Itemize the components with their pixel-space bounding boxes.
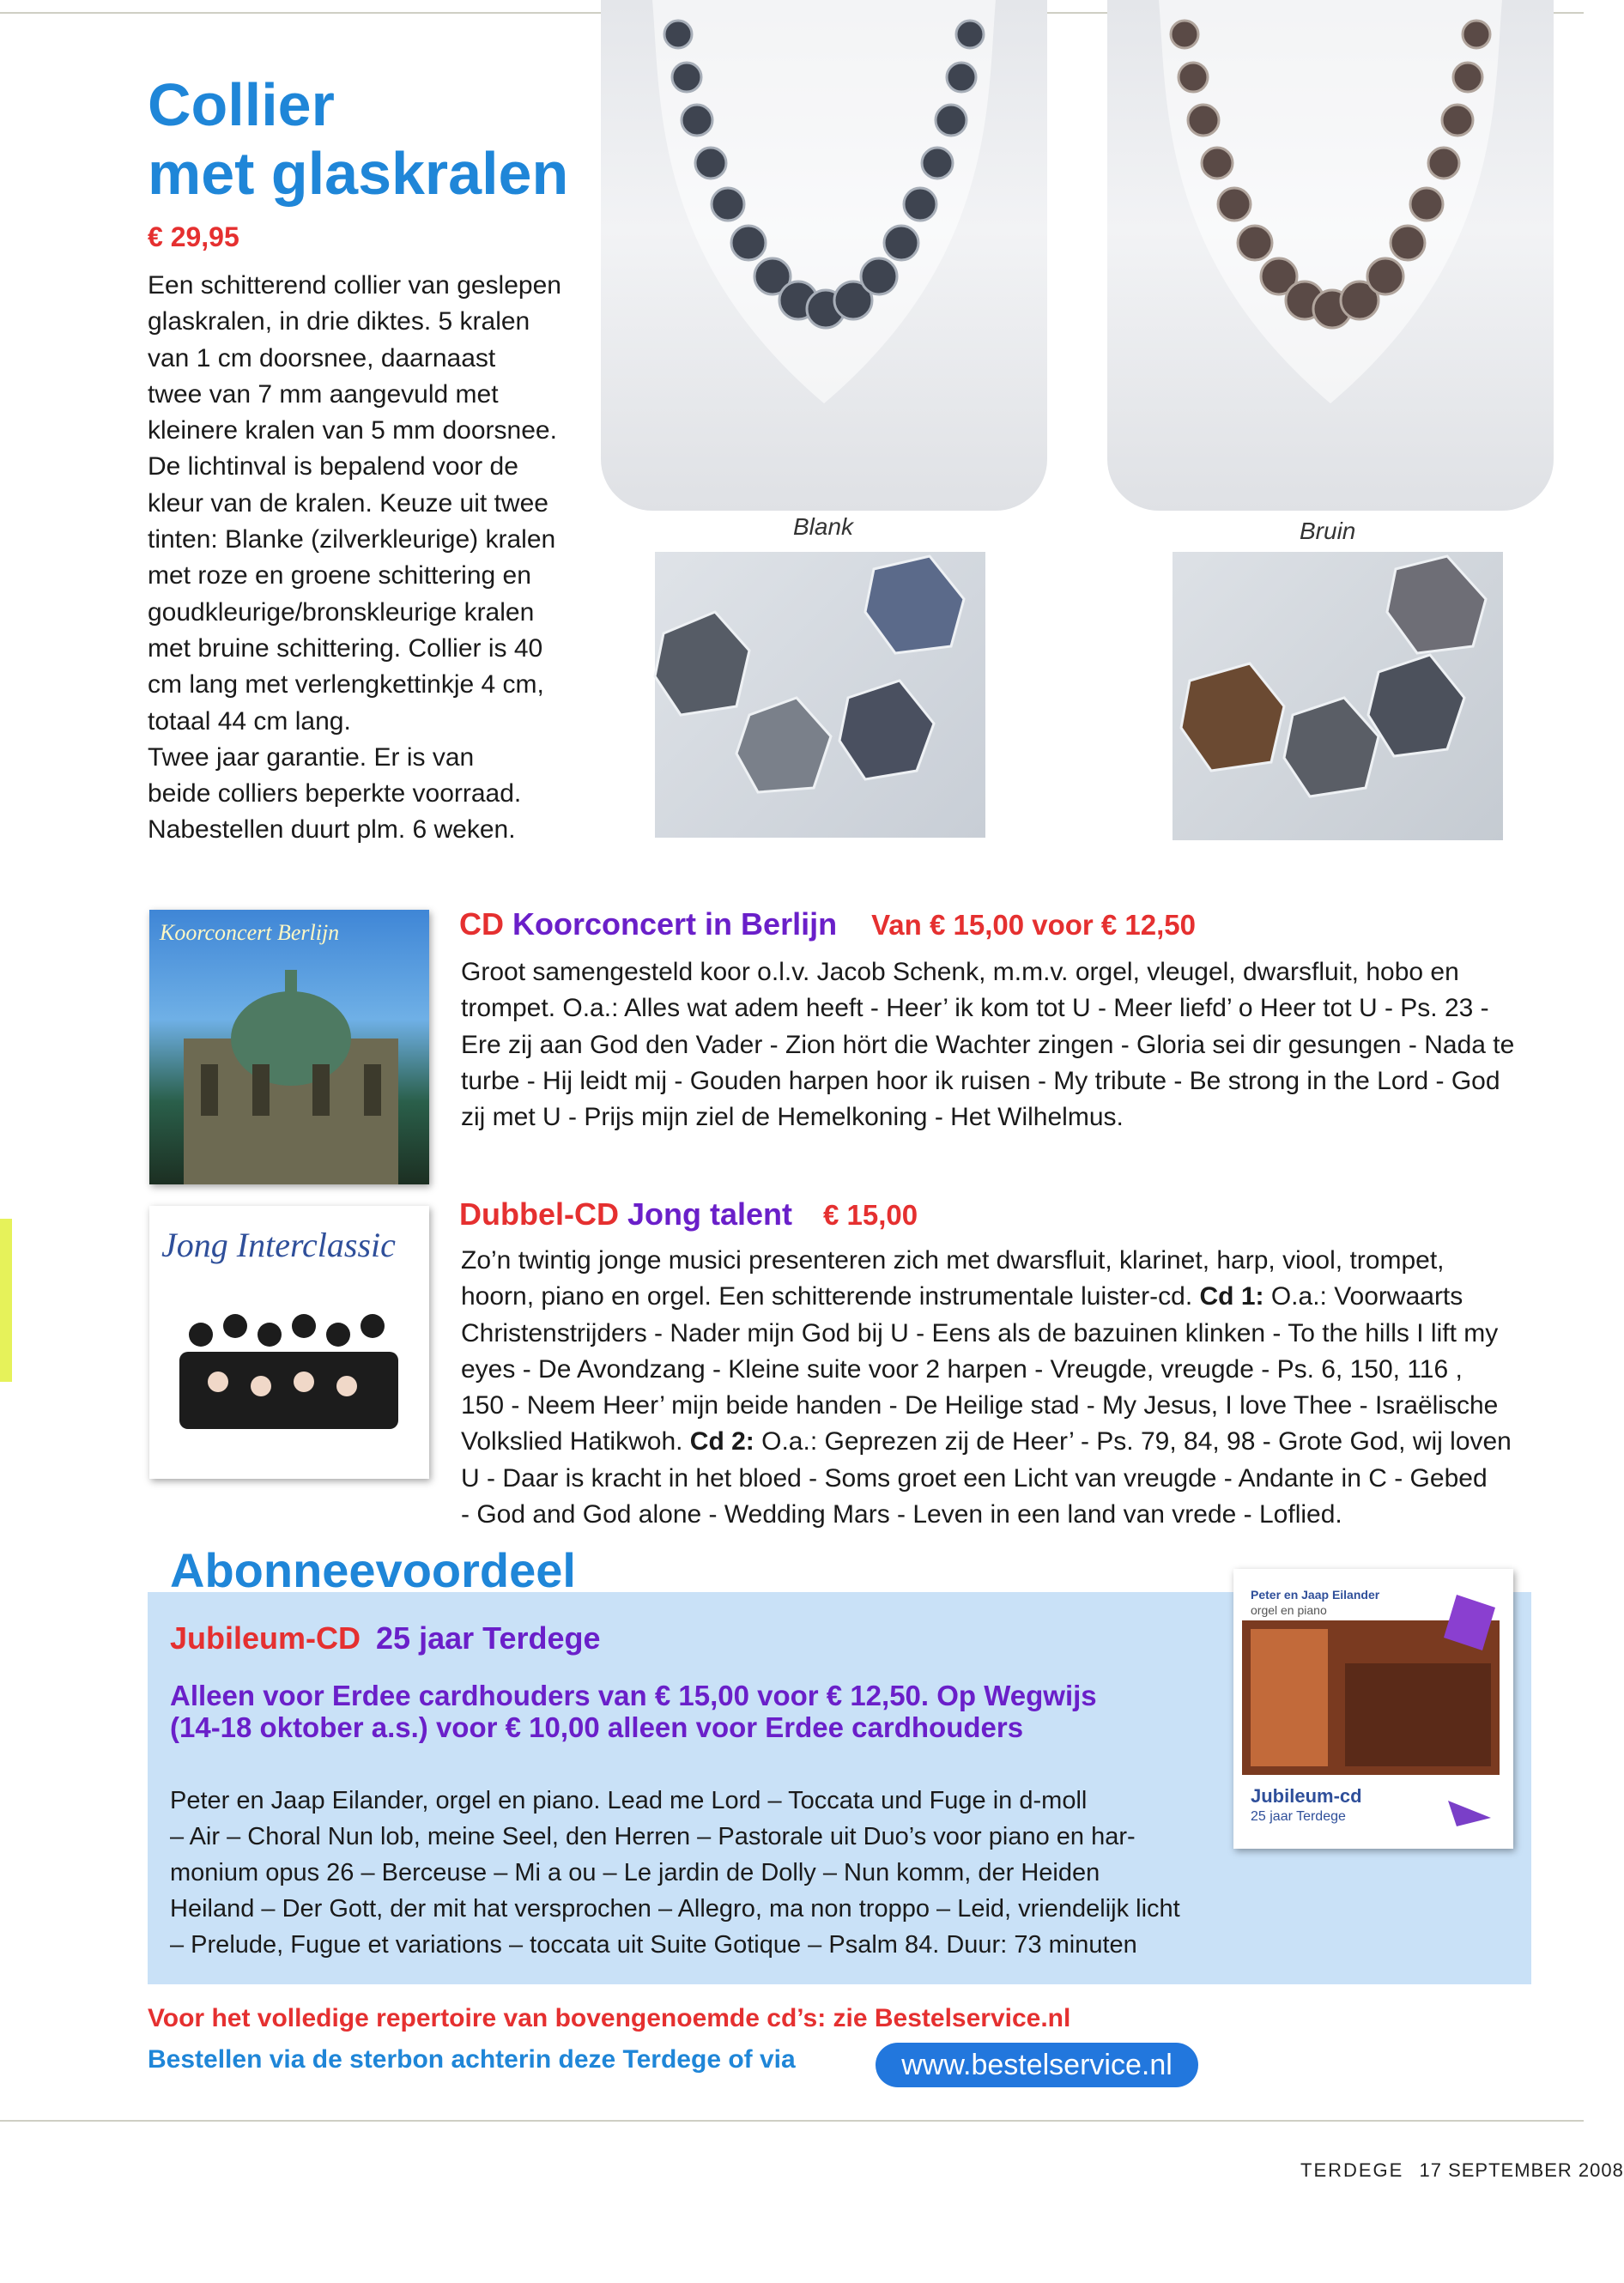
description-line: twee van 7 mm aangevuld met [148, 379, 499, 409]
cd-koorconcert-label: CD [459, 906, 504, 942]
cd-jongtalent-cover-title: Jong Interclassic [161, 1226, 396, 1264]
description-line: kleinere kralen van 5 mm doorsnee. [148, 416, 557, 445]
cd-koorconcert-heading [459, 906, 1196, 942]
description-line: De lichtinval is bepalend voor de [148, 452, 518, 481]
edge-accent [0, 1219, 12, 1382]
cd-koorconcert-cover-art [149, 910, 429, 1184]
jubileum-label: Jubileum-CD [170, 1620, 361, 1656]
cd-koorconcert-name: Koorconcert in Berlijn [512, 906, 838, 942]
track-line: trompet. O.a.: Alles wat adem heeft - Heer’ ik kom tot U - Meer liefd’ o Heer tot U - Ps. 23 - [461, 994, 1489, 1023]
description-line: tinten: Blanke (zilverkleurige) kralen [148, 525, 556, 554]
closeup-bruin-drawing [1173, 552, 1503, 840]
track-line: Peter en Jaap Eilander, orgel en piano. Lead me Lord – Toccata und Fuge in d-moll [170, 1787, 1088, 1814]
jubileum-heading [170, 1620, 601, 1656]
closeup-blank-drawing [655, 552, 985, 838]
track-line: Heiland – Der Gott, der mit hat versprochen – Allegro, ma non troppo – Leid, vriendelijk licht [170, 1895, 1180, 1923]
track-line [461, 1497, 1551, 1533]
track-line: Groot samengesteld koor o.l.v. Jacob Schenk, m.m.v. orgel, vleugel, dwarsfluit, hobo en [461, 958, 1459, 986]
description-line: Nabestellen duurt plm. 6 weken. [148, 815, 516, 845]
description-line: goudkleurige/bronskleurige kralen [148, 597, 535, 627]
product-title-line2: met glaskralen [148, 140, 569, 207]
necklace-bruin-drawing [1107, 0, 1554, 511]
jubileum-offer-line2: (14-18 oktober a.s.) voor € 10,00 alleen voor Erdee cardhouders [170, 1711, 1024, 1743]
cd-jongtalent-label: Dubbel-CD [459, 1196, 619, 1232]
cd-koorconcert-description [461, 954, 1551, 1135]
description-line: Een schitterend collier van geslepen [148, 271, 561, 300]
cd-koorconcert-price: Van € 15,00 voor € 12,50 [871, 909, 1197, 941]
description-line: cm lang met verlengkettinkje 4 cm, [148, 670, 544, 699]
closeup-bruin-image [1173, 552, 1503, 840]
cd-koorconcert-cover-title: Koorconcert Berlijn [160, 920, 340, 945]
track-text: Zo’n twintig jonge musici presenteren zich met dwarsfluit, klarinet, harp, viool, trompet, [461, 1246, 1445, 1275]
description-line: glaskralen, in drie diktes. 5 kralen [148, 307, 530, 336]
necklace-bruin-image [1107, 0, 1554, 511]
product-price: € 29,95 [148, 221, 239, 252]
track-line [461, 1424, 1551, 1460]
track-text: U - Daar is kracht in het bloed - Soms groet een Licht van vreugde - Andante in C - Gebed [461, 1463, 1488, 1493]
cd-jongtalent-cover-art [149, 1206, 429, 1479]
description-line: beide colliers beperkte voorraad. [148, 779, 522, 808]
track-line [461, 1316, 1551, 1352]
cd-jubileum-cover-subtitle: 25 jaar Terdege [1251, 1809, 1346, 1824]
bestelservice-link[interactable]: www.bestelservice.nl [876, 2043, 1198, 2087]
caption-bruin: Bruin [1300, 518, 1356, 544]
track-line [461, 1388, 1551, 1424]
track-text: O.a.: Geprezen zij de Heer’ - Ps. 79, 84, 98 - Grote God, wij loven [754, 1427, 1512, 1456]
track-text: 150 - Neem Heer’ mijn beide handen - De Heilige stad - My Jesus, I love Thee - Israëlische [461, 1391, 1499, 1420]
description-line: van 1 cm doorsnee, daarnaast [148, 343, 496, 372]
cd-number-label: Cd 1: [1199, 1282, 1264, 1311]
page-footer [1300, 2159, 1624, 2182]
product-description [148, 268, 628, 849]
product-title [148, 70, 628, 208]
track-text: Christenstrijders - Nader mijn God bij U - Eens als de bazuinen klinken - To the hills I lift my [461, 1318, 1499, 1347]
cd-jongtalent-cover [149, 1206, 429, 1479]
footer-date: 17 SEPTEMBER 2008 [1419, 2159, 1624, 2181]
footer-magazine: TERDEGE [1300, 2159, 1404, 2181]
cd-jubileum-cover-title: Jubileum-cd [1251, 1785, 1362, 1807]
cd-jubileum-cover-artist: Peter en Jaap Eilander [1251, 1588, 1380, 1602]
order-note: Bestellen via de sterbon achterin deze Terdege of via [148, 2045, 796, 2074]
closeup-blank-image [655, 552, 985, 838]
cd-jongtalent-price: € 15,00 [823, 1199, 918, 1231]
track-line: Ere zij aan God den Vader - Zion hört die Wachter zingen - Gloria sei dir gesungen - Nada te [461, 1030, 1515, 1059]
track-line: monium opus 26 – Berceuse – Mi a ou – Le jardin de Dolly – Nun komm, der Heiden [170, 1859, 1100, 1886]
track-line: – Prelude, Fugue et variations – toccata uit Suite Gotique – Psalm 84. Duur: 73 minuten [170, 1931, 1137, 1959]
track-text: hoorn, piano en orgel. Een schitterende instrumentale luister-cd. [461, 1282, 1200, 1311]
description-line: totaal 44 cm lang. [148, 706, 351, 736]
track-line [461, 1352, 1551, 1388]
necklace-blank-drawing [601, 0, 1047, 511]
cd-koorconcert-cover [149, 910, 429, 1184]
cd-jongtalent-name: Jong talent [627, 1196, 793, 1232]
cd-jubileum-cover [1233, 1569, 1513, 1849]
cd-jongtalent-description [461, 1243, 1551, 1533]
track-text: Volkslied Hatikwoh. [461, 1427, 690, 1456]
abonnee-heading: Abonneevoordeel [170, 1543, 576, 1597]
track-line: – Air – Choral Nun lob, meine Seel, den Herren – Pastorale uit Duo’s voor piano en har- [170, 1823, 1136, 1850]
bottom-rule [0, 2120, 1584, 2122]
track-line [461, 1279, 1551, 1315]
track-text: O.a.: Voorwaarts [1263, 1282, 1463, 1311]
track-line: turbe - Hij leidt mij - Gouden harpen hoor ik ruisen - My tribute - Be strong in the Lord - God [461, 1066, 1500, 1095]
caption-blank: Blank [793, 513, 854, 540]
track-line: zij met U - Prijs mijn ziel de Hemelkoning - Het Wilhelmus. [461, 1103, 1124, 1132]
product-title-line1: Collier [148, 71, 335, 138]
description-line: kleur van de kralen. Keuze uit twee [148, 488, 548, 518]
jubileum-offer-line1: Alleen voor Erdee cardhouders van € 15,00 voor € 12,50. Op Wegwijs [170, 1680, 1097, 1711]
cd-number-label: Cd 2: [689, 1427, 754, 1456]
necklace-blank-image [601, 0, 1047, 511]
track-text: eyes - De Avondzang - Kleine suite voor 2 harpen - Vreugde, vreugde - Ps. 6, 150, 116 , [461, 1354, 1463, 1384]
description-line: met bruine schittering. Collier is 40 [148, 633, 543, 663]
track-text: - God and God alone - Wedding Mars - Leven in een land van vrede - Loflied. [461, 1500, 1342, 1529]
cd-jubileum-cover-sub: orgel en piano [1251, 1603, 1327, 1617]
cd-jongtalent-heading [459, 1196, 918, 1232]
repertoire-note: Voor het volledige repertoire van bovengenoemde cd’s: zie Bestelservice.nl [148, 2004, 1071, 2032]
jubileum-description [170, 1783, 1286, 1963]
track-line [461, 1461, 1551, 1497]
jubileum-name: 25 jaar Terdege [376, 1620, 601, 1656]
track-line [461, 1243, 1551, 1279]
description-line: met roze en groene schittering en [148, 561, 531, 590]
description-line: Twee jaar garantie. Er is van [148, 742, 475, 772]
jubileum-offer [170, 1680, 1251, 1743]
